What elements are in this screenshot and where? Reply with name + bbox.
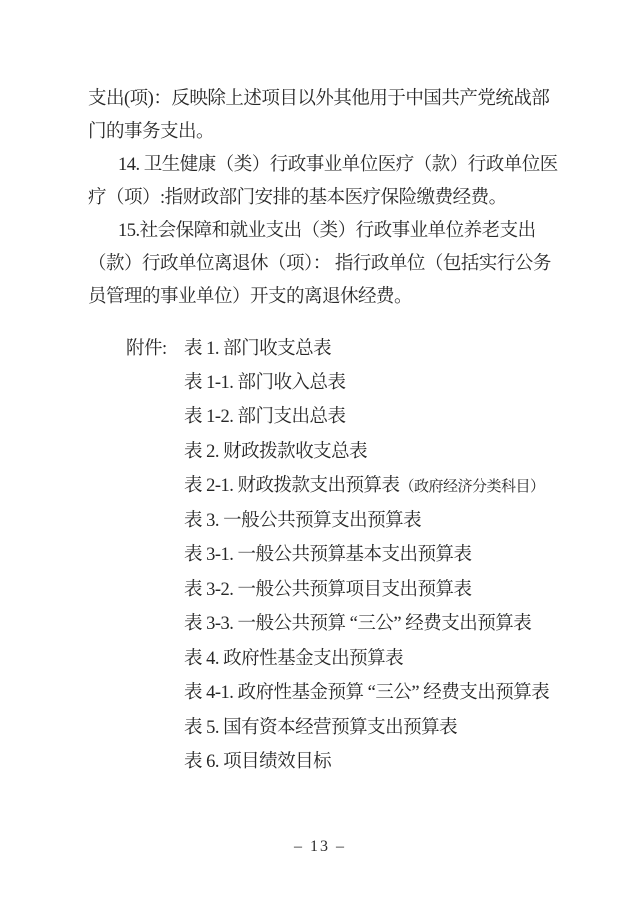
paragraph-line: 门的事务支出。	[88, 122, 215, 142]
attachment-list	[88, 333, 584, 781]
attachment-item: 表 5. 国有资本经营预算支出预算表	[184, 717, 458, 738]
attachment-item: 表 3-3. 一般公共预算 “三公” 经费支出预算表	[184, 614, 532, 634]
attachment-item: 表 4. 政府性基金支出预算表	[184, 648, 404, 669]
paragraph-line: 14. 卫生健康（类）行政事业单位医疗（款）行政单位医	[118, 155, 558, 175]
attachment-row	[88, 643, 584, 678]
attachment-row	[88, 333, 584, 367]
attachment-row	[88, 712, 584, 747]
attachment-row	[88, 436, 584, 471]
page-number: – 13 –	[294, 838, 346, 855]
attachment-row	[88, 608, 584, 643]
attachment-row	[88, 574, 584, 609]
document-content	[88, 83, 584, 781]
attachment-row	[88, 401, 584, 436]
attachment-row	[88, 505, 584, 540]
attachment-row	[88, 746, 584, 781]
attachment-item: 表 3. 一般公共预算支出预算表	[184, 510, 422, 531]
paragraph-line: 疗（项）:指财政部门安排的基本医疗保险缴费经费。	[88, 188, 507, 208]
attachment-row	[88, 367, 584, 402]
attachment-item: 表 1-1. 部门收入总表	[184, 372, 346, 393]
attachment-row	[88, 539, 584, 574]
attachment-item: 表 1-2. 部门支出总表	[184, 407, 346, 427]
attachment-item: 表 3-2. 一般公共预算项目支出预算表	[184, 579, 472, 600]
attachment-row	[88, 470, 584, 505]
paragraph-line: （款）行政单位离退休（项）： 指行政单位（包括实行公务	[88, 254, 551, 274]
attachments-label: 附件:	[126, 339, 167, 359]
attachment-item: 表 2. 财政拨款收支总表	[184, 441, 368, 462]
paragraph-line: 员管理的事业单位）开支的离退休经费。	[88, 287, 413, 307]
attachment-item: 表 2-1. 财政拨款支出预算表	[184, 476, 400, 496]
attachment-item: 表 4-1. 政府性基金预算 “三公” 经费支出预算表	[184, 683, 550, 703]
attachment-row	[88, 677, 584, 712]
paragraph-line: 支出(项)：反映除上述项目以外其他用于中国共产党统战部	[88, 89, 550, 109]
attachment-item: 表 1. 部门收支总表	[184, 339, 332, 359]
attachment-item: 表 3-1. 一般公共预算基本支出预算表	[184, 545, 472, 565]
attachment-item: 表 6. 项目绩效目标	[184, 752, 332, 772]
paragraph-line: 15.社会保障和就业支出（类）行政事业单位养老支出	[118, 221, 536, 241]
attachment-item-note: （政府经济分类科目）	[399, 479, 545, 495]
